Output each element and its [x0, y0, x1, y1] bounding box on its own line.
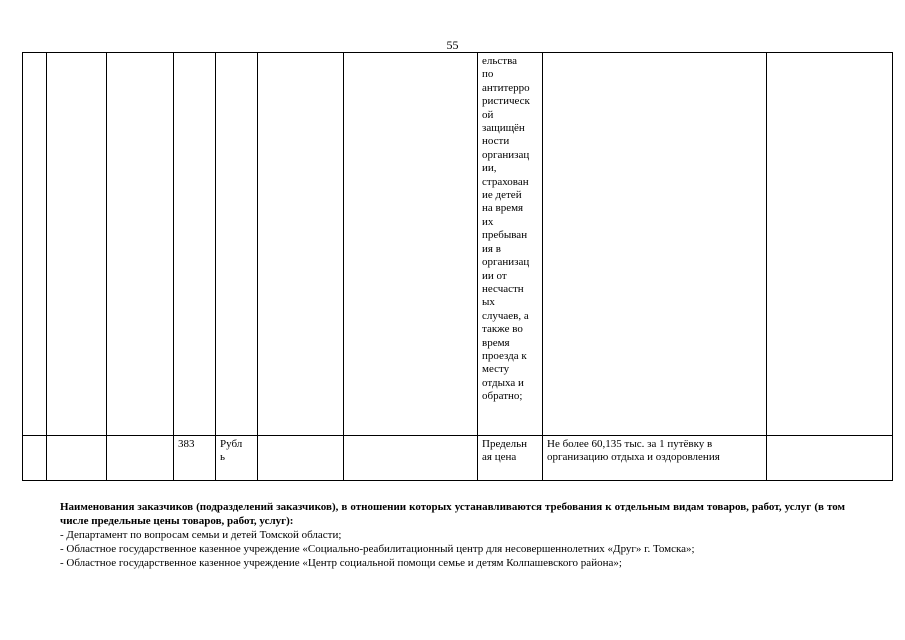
- value-line: Не более 60,135 тыс. за 1 путёвку в: [547, 438, 713, 450]
- continuation-line: ельства: [482, 55, 518, 67]
- continuation-line: ой: [482, 108, 494, 121]
- note-item: - Департамент по вопросам семьи и детей Томской области;: [60, 529, 342, 541]
- continuation-line: по: [482, 68, 494, 81]
- table-cell: [47, 436, 107, 481]
- unit-line: ь: [220, 451, 226, 464]
- table-row-383: [23, 436, 893, 481]
- continuation-line: защищён: [482, 122, 525, 135]
- continuation-line: ристическ: [482, 95, 530, 108]
- table-row-continuation: [23, 53, 893, 436]
- table-cell: [258, 436, 344, 481]
- continuation-line: случаев, а: [482, 309, 529, 322]
- customers-note: [60, 500, 845, 570]
- value-line: организацию отдыха и оздоровления: [547, 451, 720, 464]
- value-cell: [543, 436, 767, 481]
- continuation-line: страхован: [482, 175, 529, 188]
- requirements-table: [22, 52, 893, 481]
- table-cell: [767, 436, 893, 481]
- table-cell: [107, 53, 174, 436]
- table-cell: [344, 436, 478, 481]
- continuation-line: на время: [482, 202, 524, 215]
- note-heading: Наименования заказчиков (подразделений заказчиков), в отношении которых устанавливаются требования к отдельным видам товаров, работ, услуг (в том числе предельные цены товаров, работ, услуг):: [60, 501, 845, 527]
- continuation-line: организац: [482, 148, 530, 161]
- continuation-text-cell: [478, 53, 543, 436]
- note-item: - Областное государственное казенное учреждение «Социально-реабилитационный центр для несовершеннолетних «Друг» г. Томска»;: [60, 543, 695, 555]
- continuation-line: отдыха и: [482, 376, 524, 389]
- continuation-line: ых: [482, 296, 495, 309]
- unit-code-cell: 383: [174, 436, 216, 481]
- table-cell: [47, 53, 107, 436]
- characteristic-line: ая цена: [482, 451, 517, 464]
- continuation-line: их: [482, 215, 494, 228]
- table-cell: [174, 53, 216, 436]
- continuation-line: ии,: [482, 162, 497, 175]
- unit-name-cell: [216, 436, 258, 481]
- continuation-line: ия в: [482, 242, 501, 255]
- table-cell: [216, 53, 258, 436]
- characteristic-line: Предельн: [482, 438, 528, 450]
- continuation-line: ие детей: [482, 189, 522, 202]
- continuation-line: организац: [482, 256, 530, 269]
- continuation-line: ности: [482, 135, 510, 148]
- continuation-line: несчастн: [482, 282, 524, 295]
- continuation-line: время: [482, 336, 510, 349]
- continuation-line: проезда к: [482, 349, 527, 362]
- continuation-line: пребыван: [482, 229, 528, 242]
- table-cell: [767, 53, 893, 436]
- table-cell: [258, 53, 344, 436]
- page-number: 55: [446, 38, 459, 52]
- table-cell: [23, 436, 47, 481]
- continuation-line: обратно;: [482, 390, 523, 403]
- continuation-line: антитерро: [482, 81, 530, 94]
- table-cell: [23, 53, 47, 436]
- table-cell: [344, 53, 478, 436]
- unit-line: Рубл: [220, 438, 243, 450]
- characteristic-cell: [478, 436, 543, 481]
- continuation-line: также во: [482, 323, 523, 336]
- table-cell: [543, 53, 767, 436]
- note-item: - Областное государственное казенное учреждение «Центр социальной помощи семье и детям Колпашевского района»;: [60, 557, 622, 569]
- continuation-line: месту: [482, 363, 510, 376]
- continuation-line: ии от: [482, 269, 507, 282]
- table-cell: [107, 436, 174, 481]
